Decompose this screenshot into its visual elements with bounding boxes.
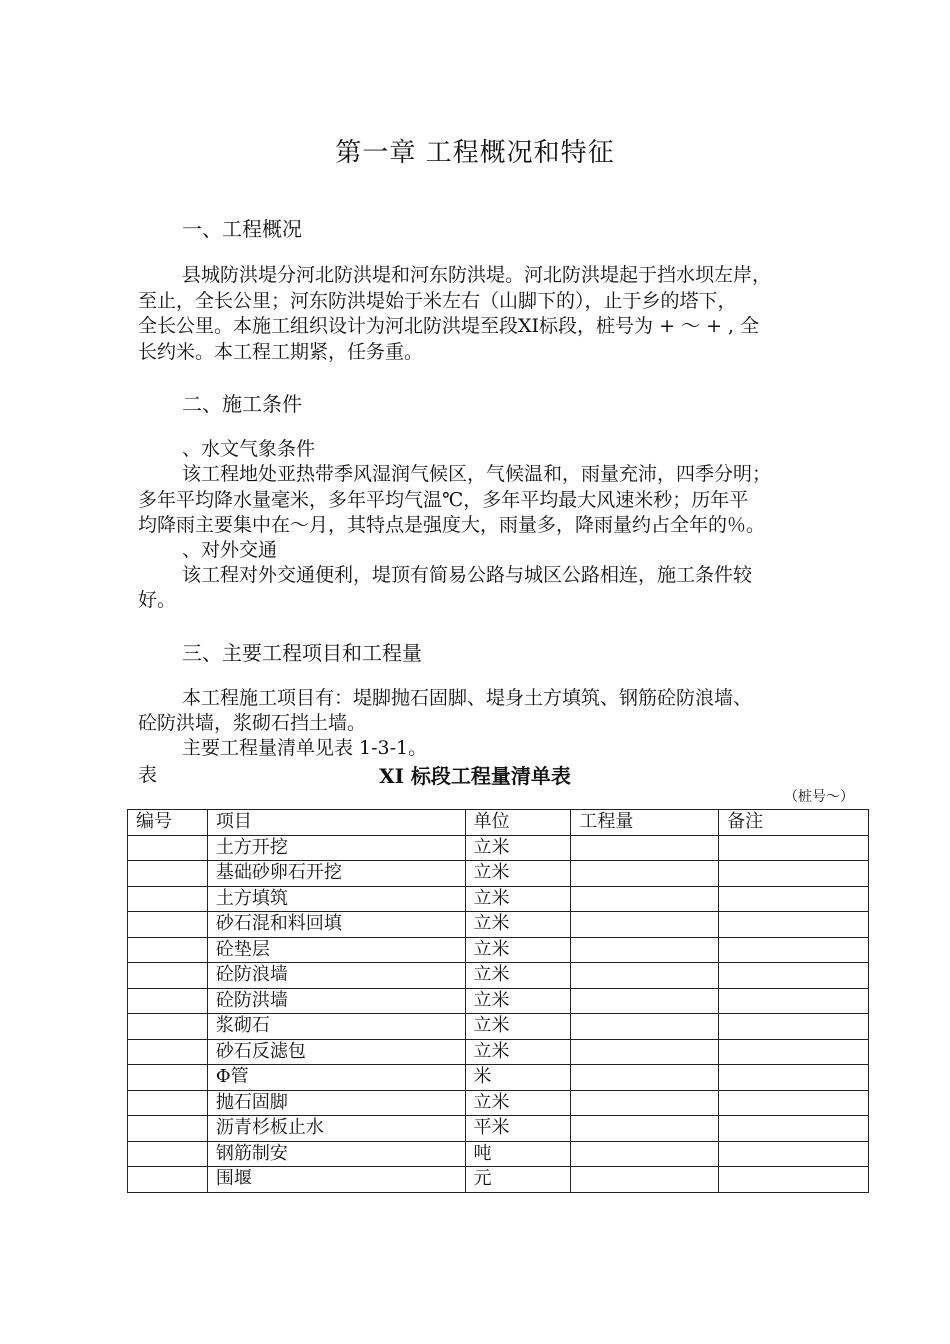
- conditions-line-1: 、水文气象条件: [182, 438, 316, 460]
- table-row: [128, 988, 869, 1014]
- cell-item: 基础砂卵石开挖: [207, 861, 465, 887]
- cell-remark: [719, 861, 869, 887]
- cell-quantity: [571, 1141, 719, 1167]
- cell-unit: 立米: [465, 1014, 571, 1040]
- cell-quantity: [571, 912, 719, 938]
- table-row: [128, 1141, 869, 1167]
- cell-unit: 元: [465, 1167, 571, 1193]
- table-title: XI 标段工程量清单表: [379, 764, 571, 788]
- cell-unit: 立米: [465, 835, 571, 861]
- cell-number: [128, 1065, 208, 1091]
- cell-quantity: [571, 937, 719, 963]
- header-unit: 单位: [465, 810, 571, 836]
- cell-number: [128, 912, 208, 938]
- overview-line-2: 至止，全长公里；河东防洪堤始于米左右（山脚下的），止于乡的塔下，: [138, 290, 737, 312]
- cell-number: [128, 937, 208, 963]
- overview-line-4: 长约米。本工程工期紧，任务重。: [138, 341, 424, 363]
- conditions-line-2: 该工程地处亚热带季风湿润气候区，气候温和，雨量充沛，四季分明；: [182, 463, 772, 485]
- cell-item: 沥青杉板止水: [207, 1116, 465, 1142]
- cell-number: [128, 835, 208, 861]
- cell-number: [128, 1014, 208, 1040]
- cell-remark: [719, 988, 869, 1014]
- cell-remark: [719, 1065, 869, 1091]
- header-quantity: 工程量: [571, 810, 719, 836]
- overview-line-1: 县城防洪堤分河北防洪堤和河东防洪堤。河北防洪堤起于挡水坝左岸，: [182, 264, 772, 286]
- cell-unit: 吨: [465, 1141, 571, 1167]
- cell-remark: [719, 912, 869, 938]
- cell-number: [128, 861, 208, 887]
- cell-quantity: [571, 886, 719, 912]
- cell-item: 钢筋制安: [207, 1141, 465, 1167]
- cell-item: 土方填筑: [207, 886, 465, 912]
- cell-quantity: [571, 1014, 719, 1040]
- table-body: [128, 835, 869, 1192]
- table-prefix: 表: [138, 764, 158, 786]
- table-row: [128, 1090, 869, 1116]
- cell-remark: [719, 963, 869, 989]
- chapter-title: 第一章 工程概况和特征: [335, 138, 615, 168]
- cell-remark: [719, 835, 869, 861]
- cell-unit: 立米: [465, 1090, 571, 1116]
- cell-item: 浆砌石: [207, 1014, 465, 1040]
- cell-remark: [719, 1039, 869, 1065]
- cell-remark: [719, 1014, 869, 1040]
- cell-item: 抛石固脚: [207, 1090, 465, 1116]
- cell-unit: 立米: [465, 912, 571, 938]
- cell-unit: 立米: [465, 937, 571, 963]
- cell-quantity: [571, 1065, 719, 1091]
- cell-quantity: [571, 1167, 719, 1193]
- quantity-table: [127, 809, 869, 1193]
- table-header-row: [128, 810, 869, 836]
- header-number: 编号: [128, 810, 208, 836]
- cell-unit: 立米: [465, 886, 571, 912]
- section-heading-conditions: 二、施工条件: [182, 392, 302, 416]
- table-caption: （桩号～）: [784, 789, 854, 805]
- cell-remark: [719, 1167, 869, 1193]
- cell-quantity: [571, 988, 719, 1014]
- cell-remark: [719, 937, 869, 963]
- cell-item: 砼垫层: [207, 937, 465, 963]
- cell-quantity: [571, 1116, 719, 1142]
- cell-remark: [719, 1090, 869, 1116]
- cell-unit: 米: [465, 1065, 571, 1091]
- header-remark: 备注: [719, 810, 869, 836]
- table-row: [128, 963, 869, 989]
- cell-unit: 立米: [465, 861, 571, 887]
- table-row: [128, 937, 869, 963]
- table-row: [128, 1014, 869, 1040]
- table-row: [128, 835, 869, 861]
- quantities-line-2: 砼防洪墙，浆砌石挡土墙。: [138, 712, 367, 734]
- cell-quantity: [571, 1039, 719, 1065]
- cell-quantity: [571, 835, 719, 861]
- cell-remark: [719, 1116, 869, 1142]
- header-item: 项目: [207, 810, 465, 836]
- cell-quantity: [571, 963, 719, 989]
- cell-item: 砼防洪墙: [207, 988, 465, 1014]
- conditions-line-7: 好。: [138, 589, 177, 611]
- cell-unit: 立米: [465, 1039, 571, 1065]
- section-heading-overview: 一、工程概况: [182, 217, 302, 241]
- cell-remark: [719, 1141, 869, 1167]
- quantities-line-1: 本工程施工项目有：堤脚抛石固脚、堤身土方填筑、钢筋砼防浪墙、: [182, 687, 753, 709]
- cell-item: Φ管: [207, 1065, 465, 1091]
- cell-item: 砂石混和料回填: [207, 912, 465, 938]
- cell-number: [128, 963, 208, 989]
- overview-line-3: 全长公里。本施工组织设计为河北防洪堤至段XI标段，桩号为 + ～ + , 全: [138, 315, 760, 337]
- cell-item: 砼防浪墙: [207, 963, 465, 989]
- cell-remark: [719, 886, 869, 912]
- table-row: [128, 912, 869, 938]
- table-row: [128, 886, 869, 912]
- section-heading-quantities: 三、主要工程项目和工程量: [182, 641, 422, 665]
- cell-unit: 立米: [465, 963, 571, 989]
- quantities-line-3: 主要工程量清单见表 1-3-1。: [182, 737, 428, 759]
- cell-number: [128, 1141, 208, 1167]
- table-row: [128, 1116, 869, 1142]
- cell-item: 砂石反滤包: [207, 1039, 465, 1065]
- cell-unit: 立米: [465, 988, 571, 1014]
- cell-unit: 平米: [465, 1116, 571, 1142]
- cell-item: 土方开挖: [207, 835, 465, 861]
- cell-number: [128, 886, 208, 912]
- table-row: [128, 1039, 869, 1065]
- cell-number: [128, 1090, 208, 1116]
- cell-number: [128, 1039, 208, 1065]
- conditions-line-3: 多年平均降水量毫米，多年平均气温℃，多年平均最大风速米秒；历年平: [138, 489, 749, 511]
- cell-item: 围堰: [207, 1167, 465, 1193]
- cell-number: [128, 1167, 208, 1193]
- table-row: [128, 1065, 869, 1091]
- conditions-line-6: 该工程对外交通便利，堤顶有简易公路与城区公路相连，施工条件较: [182, 564, 753, 586]
- cell-number: [128, 1116, 208, 1142]
- table-row: [128, 1167, 869, 1193]
- cell-quantity: [571, 861, 719, 887]
- table-row: [128, 861, 869, 887]
- conditions-line-4: 均降雨主要集中在～月，其特点是强度大，雨量多，降雨量约占全年的％。: [138, 514, 766, 536]
- cell-number: [128, 988, 208, 1014]
- cell-quantity: [571, 1090, 719, 1116]
- conditions-line-5: 、对外交通: [182, 539, 278, 561]
